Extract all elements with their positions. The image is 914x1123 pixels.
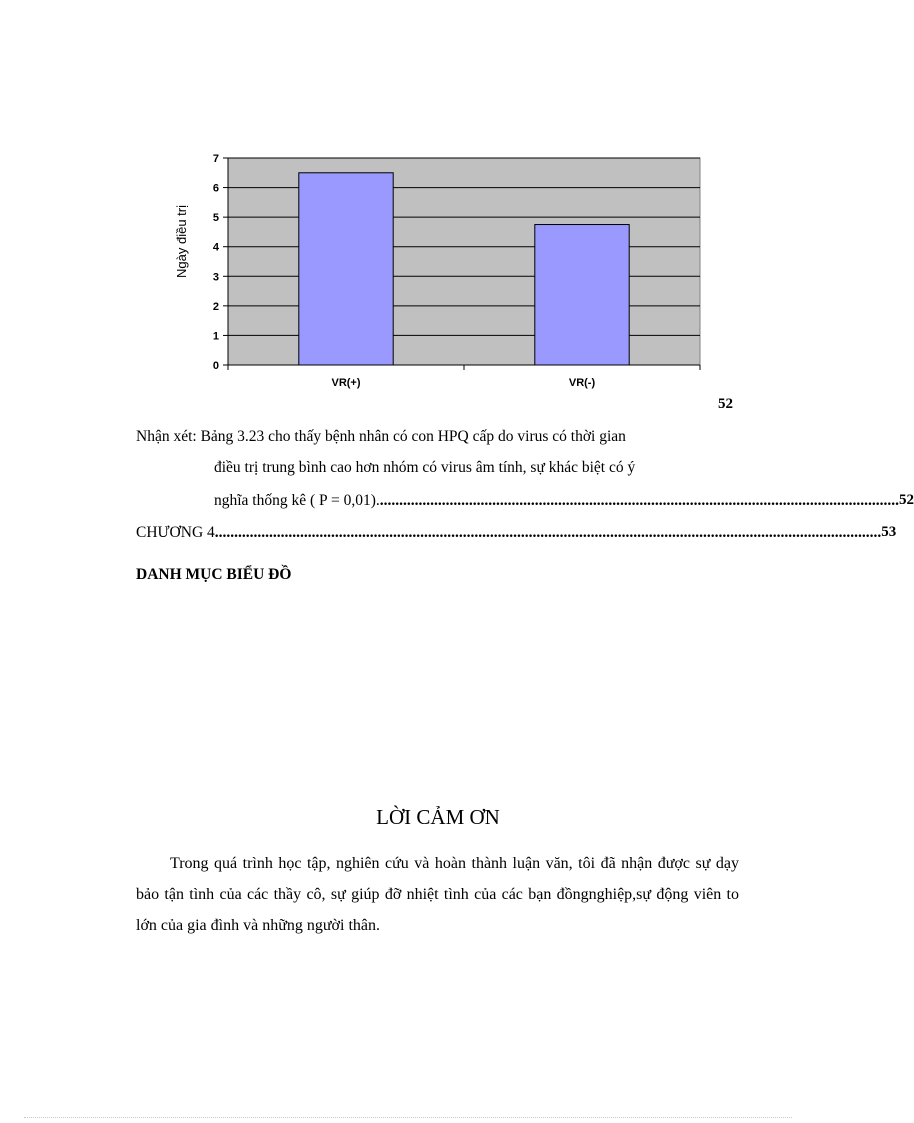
list-of-charts-heading: DANH MỤC BIỂU ĐỒ — [136, 566, 292, 583]
toc-entry-remark-line3[interactable] — [214, 492, 914, 510]
page-bottom-rule — [24, 1117, 792, 1118]
y-tick-label: 4 — [212, 241, 219, 254]
toc-entry-remark-text2: điều trị trung bình cao hơn nhóm có virus âm tính, sự khác biệt có ý — [214, 459, 636, 476]
y-tick-label: 6 — [212, 182, 219, 195]
y-tick-label: 1 — [212, 330, 219, 343]
toc-entry-remark-line2[interactable] — [214, 459, 635, 477]
acknowledgement-text: Trong quá trình học tập, nghiên cứu và hoàn thành luận văn, tôi đã nhận được sự dạy bảo tận tình của các thầy cô, sự giúp đỡ nhiệt tình của các bạn đồngnghiệp,sự động viên to lớn của gia đình và những người thân. — [136, 855, 739, 934]
bar-chart — [160, 148, 720, 388]
toc-entry-chapter4-text: CHƯƠNG 4 — [136, 524, 215, 541]
chart-page-number: 52 — [718, 396, 733, 412]
toc-entry-remark-page: 52 — [898, 492, 914, 508]
toc-entry-remark-text3: nghĩa thống kê ( P = 0,01). — [214, 492, 380, 509]
bar-VR(-) — [535, 225, 629, 365]
acknowledgement-title: LỜI CẢM ƠN — [376, 805, 500, 829]
toc-entry-chapter4-page: 53 — [881, 524, 897, 540]
y-tick-label: 3 — [212, 271, 219, 284]
x-tick-label: VR(-) — [568, 377, 596, 389]
y-axis-label: Ngày điều trị — [174, 205, 189, 278]
toc-leader-dots: ...................................................................................................................................... — [379, 492, 899, 509]
bar-VR(+) — [299, 173, 393, 365]
toc-leader-dots: ............................................................................................................................................................................ — [214, 524, 882, 541]
x-tick-label: VR(+) — [331, 377, 361, 389]
y-tick-label: 0 — [212, 360, 219, 372]
y-tick-label: 2 — [212, 300, 219, 313]
y-tick-label: 7 — [212, 153, 219, 165]
acknowledgement-paragraph — [136, 848, 739, 941]
y-tick-label: 5 — [212, 212, 219, 225]
toc-entry-chapter4[interactable] — [136, 524, 897, 542]
toc-entry-remark-line1[interactable] — [136, 428, 626, 446]
toc-entry-remark-text1: Nhận xét: Bảng 3.23 cho thấy bệnh nhân có con HPQ cấp do virus có thời gian — [136, 428, 626, 445]
